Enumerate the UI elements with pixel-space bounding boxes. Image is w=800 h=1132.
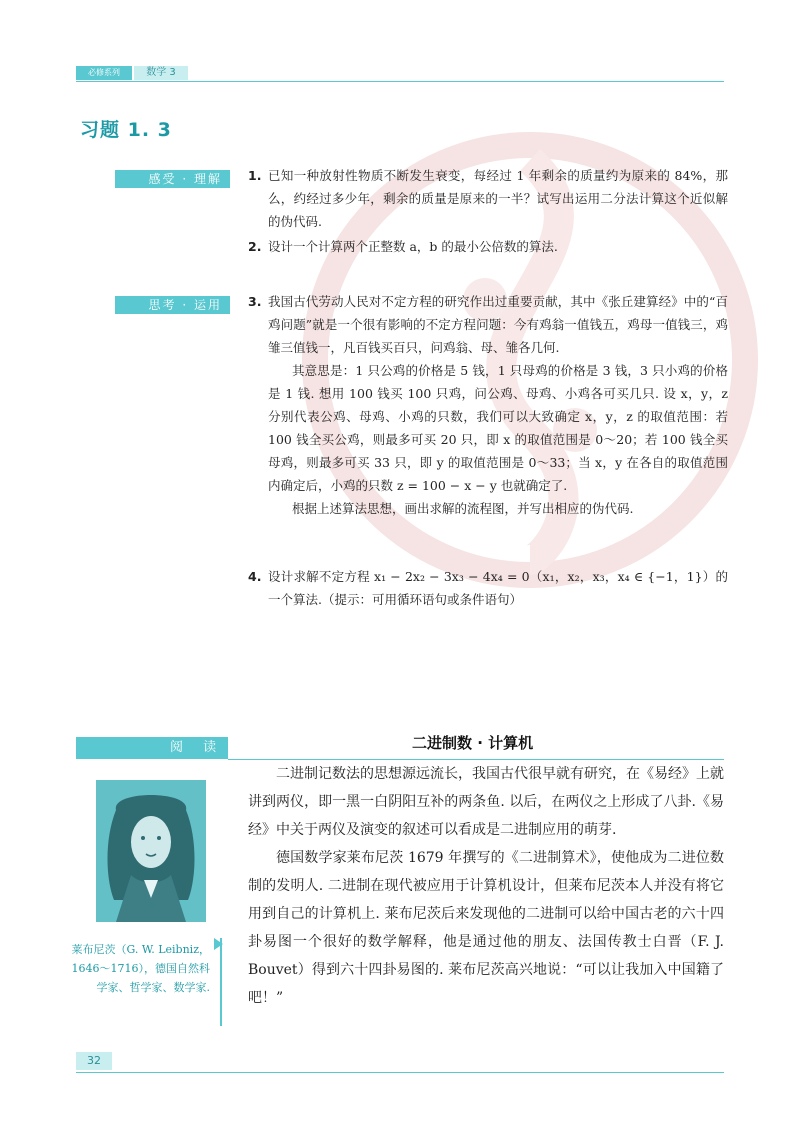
- article-body: [248, 760, 724, 1012]
- question-4: [248, 565, 728, 611]
- question-number: 1.: [248, 168, 262, 183]
- question-text: 已知一种放射性物质不断发生衰变，每经过 1 年剩余的质量约为原来的 84%，那么，约经过多少年，剩余的质量是原来的一半？试写出运用二分法计算这个近似解的伪代码.: [268, 168, 728, 229]
- question-text: 设计求解不定方程 x₁ − 2x₂ − 3x₃ − 4x₄ = 0（x₁，x₂，x₃，x₄ ∈ {−1，1}）的一个算法.（提示：可用循环语句或条件语句）: [268, 569, 728, 607]
- reading-label: 阅 读: [170, 740, 225, 755]
- page-number: 32: [76, 1052, 112, 1070]
- question-number: 2.: [248, 239, 262, 254]
- question-number: 4.: [248, 569, 262, 584]
- footer-divider: [76, 1072, 724, 1073]
- question-text: 我国古代劳动人民对不定方程的研究作出过重要贡献，其中《张丘建算经》中的“百鸡问题”就是一个很有影响的不定方程问题：今有鸡翁一值钱五，鸡母一值钱三，鸡雏三值钱一，凡百钱买百只，问鸡翁、母、雏各几何.: [268, 294, 728, 355]
- article-title: 二进制数 · 计算机: [412, 734, 534, 752]
- question-paragraph: 其意思是：1 只公鸡的价格是 5 钱，1 只母鸡的价格是 3 钱，3 只小鸡的价格是 1 钱. 想用 100 钱买 100 只鸡，问公鸡、母鸡、小鸡各可买几只. 设 x，y，z 分别代表公鸡、母鸡、小鸡的只数，我们可以大致确定 x，y，z 的取值范围：若 100 钱全买公鸡，则最多可买 20 只，即 x 的取值范围是 0～20；若 100 钱全买母鸡，则最多可买 33 只，即 y 的取值范围是 0～33；当 x，y 在各自的取值范围内确定后，小鸡的只数 z = 100 − x − y 也就确定了.: [268, 363, 728, 493]
- question-text: 设计一个计算两个正整数 a，b 的最小公倍数的算法.: [268, 239, 558, 254]
- question-3: [248, 290, 728, 520]
- caption-bracket: [212, 938, 222, 1026]
- question-number: 3.: [248, 294, 262, 309]
- question-1: [248, 164, 728, 233]
- article-paragraph: 德国数学家莱布尼茨 1679 年撰写的《二进制算术》，使他成为二进位数制的发明人. 二进制在现代被应用于计算机设计，但莱布尼茨本人并没有将它用到自己的计算机上. 莱布尼茨后来发现他的二进制可以给中国古老的六十四卦易图一个很好的数学解释，他是通过他的朋友、法国传教士白晋（F. J. Bouvet）得到六十四卦易图的. 莱布尼茨高兴地说：“可以让我加入中国籍了吧！”: [248, 850, 724, 1006]
- portrait-image-icon: [96, 780, 206, 922]
- exercise-title: 习题 1. 3: [80, 119, 172, 141]
- leibniz-portrait: [96, 780, 206, 922]
- section-tag-understand: 感受 · 理解: [115, 170, 230, 188]
- series-tab: 必修系列: [76, 66, 132, 80]
- portrait-caption: 莱布尼茨（G. W. Leibniz，1646～1716），德国自然科学家、哲学家、数学家.: [71, 943, 210, 994]
- article-paragraph: 二进制记数法的思想源远流长，我国古代很早就有研究，在《易经》上就讲到两仪，即一黑一白阴阳互补的两条鱼. 以后，在两仪之上形成了八卦.《易经》中关于两仪及演变的叙述可以看成是二进制应用的萌芽.: [248, 766, 724, 838]
- question-2: [248, 235, 728, 258]
- book-tab: 数学 3: [134, 66, 188, 80]
- section-tag-apply: 思考 · 运用: [115, 296, 230, 314]
- question-paragraph: 根据上述算法思想，画出求解的流程图，并写出相应的伪代码.: [292, 501, 634, 516]
- header-divider: [76, 81, 724, 82]
- caption-arrow-icon: [214, 938, 223, 950]
